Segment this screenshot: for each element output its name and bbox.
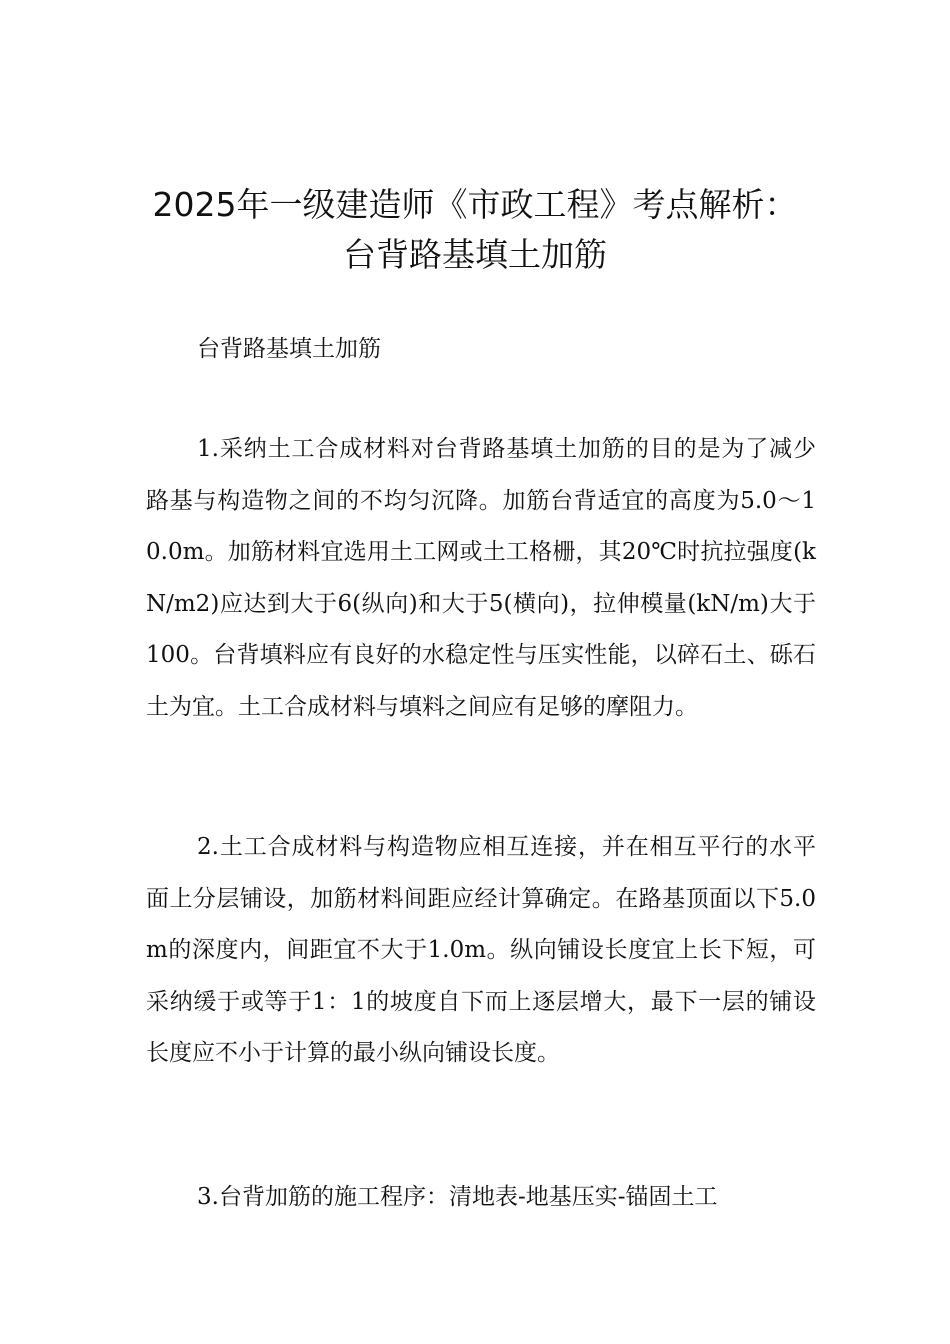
- section-heading: 台背路基填土加筋: [197, 336, 381, 362]
- paragraph-1: 1.采纳土工合成材料对台背路基填土加筋的目的是为了减少路基与构造物之间的不均匀沉降。加筋台背适宜的高度为5.0～10.0m。加筋材料宜选用土工网或土工格栅，其20℃时抗拉强度(kN/m2)应达到大于6(纵向)和大于5(横向)，拉伸模量(kN/m)大于100。台背填料应有良好的水稳定性与压实性能，以碎石土、砾石土为宜。土工合成材料与填料之间应有足够的摩阻力。: [146, 436, 816, 720]
- paragraph-3: 3.台背加筋的施工程序：清地表-地基压实-锚固土工: [197, 1184, 718, 1210]
- document-title: [100, 180, 850, 280]
- title-line-2: 台背路基填土加筋: [343, 235, 607, 274]
- paragraph-2: 2.土工合成材料与构造物应相互连接，并在相互平行的水平面上分层铺设，加筋材料间距应经计算确定。在路基顶面以下5.0m的深度内，间距宜不大于1.0m。纵向铺设长度宜上长下短，可采纳缓于或等于1：1的坡度自下而上逐层增大，最下一层的铺设长度应不小于计算的最小纵向铺设长度。: [146, 834, 816, 1066]
- title-line-1: 2025年一级建造师《市政工程》考点解析：: [152, 185, 798, 224]
